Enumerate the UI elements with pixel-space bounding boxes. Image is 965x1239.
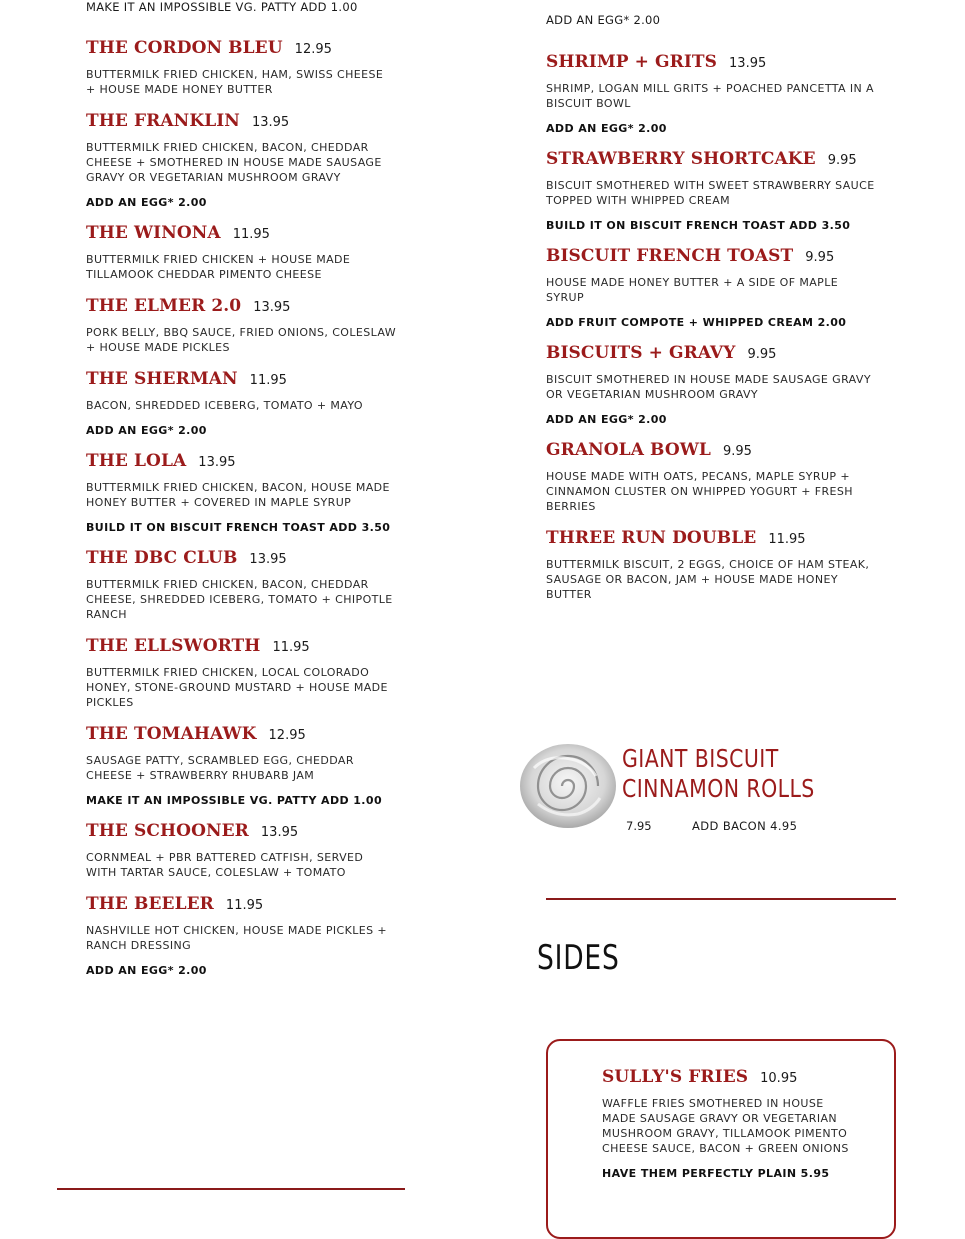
menu-item-description: HOUSE MADE WITH OATS, PECANS, MAPLE SYRUP + CINNAMON CLUSTER ON WHIPPED YOGURT + FRESH BERRIES <box>546 470 853 513</box>
menu-item-price: 13.95 <box>249 552 287 567</box>
menu-item-note: ADD AN EGG* 2.00 <box>86 964 207 977</box>
menu-item <box>546 343 876 426</box>
menu-item <box>86 894 396 977</box>
menu-item-head <box>86 821 396 841</box>
menu-item <box>546 246 876 329</box>
sides-heading: SIDES <box>537 938 620 978</box>
menu-item-name: THE ELMER 2.0 <box>86 296 242 316</box>
menu-item-note: ADD AN EGG* 2.00 <box>86 196 207 209</box>
menu-item-price: 13.95 <box>253 300 291 315</box>
menu-item <box>546 440 876 514</box>
menu-item-description: BUTTERMILK FRIED CHICKEN, HAM, SWISS CHEESE + HOUSE MADE HONEY BUTTER <box>86 68 384 96</box>
menu-item-note: BUILD IT ON BISCUIT FRENCH TOAST ADD 3.50 <box>546 219 851 232</box>
menu-item-head <box>546 246 876 266</box>
left-top-note: MAKE IT AN IMPOSSIBLE VG. PATTY ADD 1.00 <box>86 0 358 14</box>
menu-item-note: ADD AN EGG* 2.00 <box>546 413 667 426</box>
sides-box <box>546 1039 896 1239</box>
menu-item-head <box>546 343 876 363</box>
menu-item-note: MAKE IT AN IMPOSSIBLE VG. PATTY ADD 1.00 <box>86 794 382 807</box>
menu-item-description: BUTTERMILK FRIED CHICKEN, BACON, HOUSE MADE HONEY BUTTER + COVERED IN MAPLE SYRUP <box>86 481 390 509</box>
menu-item-description: SAUSAGE PATTY, SCRAMBLED EGG, CHEDDAR CHEESE + STRAWBERRY RHUBARB JAM <box>86 754 354 782</box>
menu-item-name: THE SHERMAN <box>86 369 238 389</box>
menu-item-description: BUTTERMILK FRIED CHICKEN + HOUSE MADE TILLAMOOK CHEDDAR PIMENTO CHEESE <box>86 253 351 281</box>
menu-item-name: BISCUITS + GRAVY <box>546 343 736 363</box>
menu-item-head <box>546 440 876 460</box>
menu-item-description: CORNMEAL + PBR BATTERED CATFISH, SERVED WITH TARTAR SAUCE, COLESLAW + TOMATO <box>86 851 364 879</box>
left-items-list <box>86 38 396 977</box>
menu-item-price: 13.95 <box>198 455 236 470</box>
menu-item-price: 11.95 <box>232 227 270 242</box>
menu-item-name: THE TOMAHAWK <box>86 724 257 744</box>
right-items-list <box>546 52 876 602</box>
menu-item-description: BISCUIT SMOTHERED WITH SWEET STRAWBERRY SAUCE TOPPED WITH WHIPPED CREAM <box>546 179 875 207</box>
menu-item-price: 11.95 <box>225 898 264 913</box>
menu-item-price: 11.95 <box>272 640 310 655</box>
sides-item-price: 10.95 <box>760 1071 798 1086</box>
menu-item-description: BUTTERMILK FRIED CHICKEN, BACON, CHEDDAR CHEESE + SMOTHERED IN HOUSE MADE SAUSAGE GRAVY OR VEGETARIAN MUSHROOM GRAVY <box>86 141 382 184</box>
menu-item <box>546 528 876 602</box>
menu-item-description: BUTTERMILK FRIED CHICKEN, LOCAL COLORADO HONEY, STONE-GROUND MUSTARD + HOUSE MADE PICKLES <box>86 666 388 709</box>
sides-item-head <box>602 1067 852 1087</box>
menu-item-name: BISCUIT FRENCH TOAST <box>546 246 794 266</box>
menu-item-price: 12.95 <box>268 728 306 743</box>
cinnamon-rolls-price: 7.95 <box>626 819 652 833</box>
menu-item <box>86 548 396 622</box>
menu-item-name: THE SCHOONER <box>86 821 249 841</box>
menu-item-price: 13.95 <box>251 115 290 130</box>
sides-item-desc: WAFFLE FRIES SMOTHERED IN HOUSE MADE SAUSAGE GRAVY OR VEGETARIAN MUSHROOM GRAVY, TILLAMOOK PIMENTO CHEESE SAUCE, BACON + GREEN ONIONS <box>602 1097 849 1155</box>
menu-item-name: THE FRANKLIN <box>86 111 240 131</box>
menu-item-description: BISCUIT SMOTHERED IN HOUSE MADE SAUSAGE GRAVY OR VEGETARIAN MUSHROOM GRAVY <box>546 373 871 401</box>
cinnamon-rolls-addon: ADD BACON 4.95 <box>692 819 798 833</box>
menu-item-name: THE LOLA <box>86 451 187 471</box>
menu-item-head <box>86 548 396 568</box>
sides-item-note: HAVE THEM PERFECTLY PLAIN 5.95 <box>602 1167 830 1180</box>
menu-item-head <box>86 296 396 316</box>
menu-item <box>86 636 396 710</box>
menu-item-description: BACON, SHREDDED ICEBERG, TOMATO + MAYO <box>86 399 363 412</box>
menu-item-head <box>86 223 396 243</box>
menu-item-price: 9.95 <box>827 153 857 168</box>
menu-item-name: THE DBC CLUB <box>86 548 238 568</box>
right-section-divider <box>546 898 896 900</box>
menu-item-head <box>546 52 876 72</box>
sides-item-name: SULLY'S FRIES <box>602 1067 749 1087</box>
menu-item-description: SHRIMP, LOGAN MILL GRITS + POACHED PANCETTA IN A BISCUIT BOWL <box>546 82 874 110</box>
menu-item-description: BUTTERMILK BISCUIT, 2 EGGS, CHOICE OF HAM STEAK, SAUSAGE OR BACON, JAM + HOUSE MADE HONEY BUTTER <box>546 558 870 601</box>
menu-item-head <box>86 894 396 914</box>
menu-item-name: SHRIMP + GRITS <box>546 52 718 72</box>
menu-item-name: THE ELLSWORTH <box>86 636 261 656</box>
cinnamon-rolls-title <box>622 744 815 804</box>
left-menu-column <box>86 0 396 991</box>
menu-item-head <box>86 111 396 131</box>
menu-item-note: ADD AN EGG* 2.00 <box>86 424 207 437</box>
cinnamon-title-line2: CINNAMON ROLLS <box>622 774 815 803</box>
menu-item-head <box>546 149 876 169</box>
menu-item-note: ADD AN EGG* 2.00 <box>546 122 667 135</box>
cinnamon-title-line1: GIANT BISCUIT <box>622 744 779 773</box>
menu-item-head <box>86 636 396 656</box>
menu-item <box>546 149 876 232</box>
cinnamon-rolls-section <box>514 738 834 838</box>
menu-item-description: BUTTERMILK FRIED CHICKEN, BACON, CHEDDAR CHEESE, SHREDDED ICEBERG, TOMATO + CHIPOTLE RANCH <box>86 578 393 621</box>
menu-item-price: 13.95 <box>260 825 299 840</box>
menu-item-price: 13.95 <box>729 56 767 71</box>
menu-item-head <box>86 369 396 389</box>
menu-item-name: GRANOLA BOWL <box>546 440 711 460</box>
menu-item-price: 9.95 <box>722 444 752 459</box>
sides-item <box>602 1067 852 1180</box>
menu-item-name: THE WINONA <box>86 223 221 243</box>
cinnamon-roll-icon <box>514 738 618 832</box>
right-menu-column <box>546 13 876 616</box>
menu-item-description: PORK BELLY, BBQ SAUCE, FRIED ONIONS, COLESLAW + HOUSE MADE PICKLES <box>86 326 396 354</box>
right-top-note: ADD AN EGG* 2.00 <box>546 13 661 27</box>
menu-item <box>86 111 396 209</box>
menu-item-note: BUILD IT ON BISCUIT FRENCH TOAST ADD 3.50 <box>86 521 391 534</box>
menu-item-name: THE CORDON BLEU <box>86 38 283 58</box>
menu-item-price: 11.95 <box>249 373 287 388</box>
menu-item <box>86 38 396 97</box>
menu-item-price: 12.95 <box>294 42 332 57</box>
menu-item-head <box>86 38 396 58</box>
menu-item <box>86 296 396 355</box>
menu-item-head <box>86 451 396 471</box>
menu-item-head <box>546 528 876 548</box>
menu-item <box>86 821 396 880</box>
menu-item-head <box>86 724 396 744</box>
menu-item <box>86 451 396 534</box>
menu-item-price: 11.95 <box>768 532 806 547</box>
menu-item-price: 9.95 <box>747 347 777 362</box>
menu-item-name: THREE RUN DOUBLE <box>546 528 757 548</box>
menu-item-price: 9.95 <box>805 250 835 265</box>
menu-item-description: HOUSE MADE HONEY BUTTER + A SIDE OF MAPLE SYRUP <box>546 276 839 304</box>
menu-item-name: STRAWBERRY SHORTCAKE <box>546 149 816 169</box>
menu-item-description: NASHVILLE HOT CHICKEN, HOUSE MADE PICKLES + RANCH DRESSING <box>86 924 387 952</box>
menu-item <box>86 223 396 282</box>
menu-item-note: ADD FRUIT COMPOTE + WHIPPED CREAM 2.00 <box>546 316 847 329</box>
menu-item-name: THE BEELER <box>86 894 214 914</box>
menu-item <box>86 369 396 437</box>
menu-item <box>86 724 396 807</box>
left-bottom-divider <box>57 1188 405 1190</box>
menu-item <box>546 52 876 135</box>
